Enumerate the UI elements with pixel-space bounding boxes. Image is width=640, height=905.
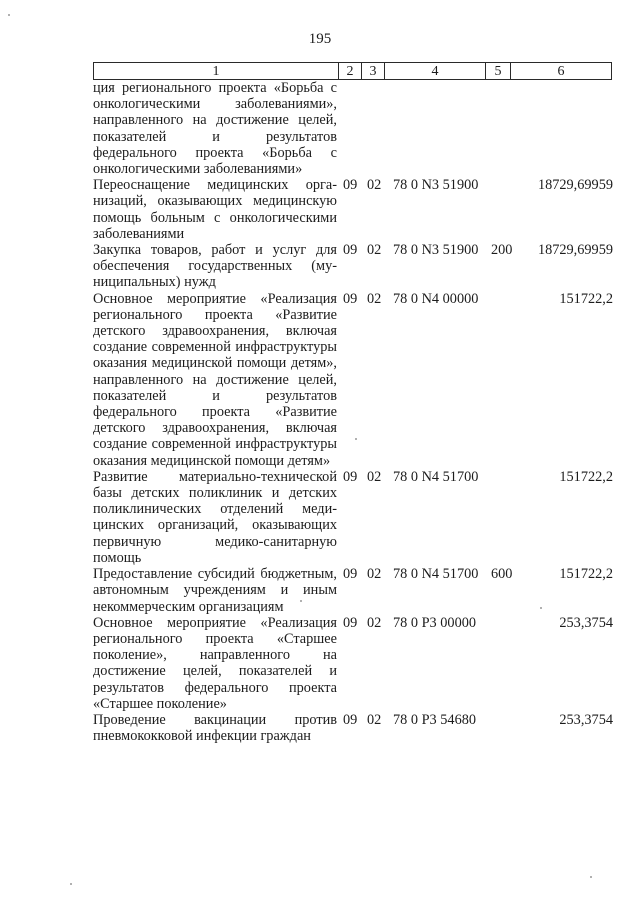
row-description: Основное мероприятие «Реализация регионального проекта «Старшее поколение», направленного на достижение целей, показателей и результатов федерального проекта «Старшее поколение» xyxy=(93,614,337,712)
row-expense-type xyxy=(491,80,517,177)
row-target-code: 78 0 N4 51700 xyxy=(393,566,479,583)
row-section: 09 xyxy=(343,566,358,583)
scan-speck xyxy=(70,883,72,885)
row-target-code: 78 0 N4 00000 xyxy=(393,290,479,307)
row-target-code: 78 0 N3 51900 xyxy=(393,242,479,259)
scan-speck xyxy=(355,438,357,440)
row-subsection: 02 xyxy=(367,242,382,259)
row-target-code xyxy=(393,80,491,177)
column-header-1: 1 xyxy=(94,63,339,80)
row-expense-type xyxy=(491,291,517,469)
row-section: 09 xyxy=(343,711,358,728)
row-amount: 151722,2 xyxy=(559,566,613,583)
row-section: 09 xyxy=(343,614,358,631)
column-header-3: 3 xyxy=(362,63,385,80)
row-expense-type: 600 xyxy=(491,566,513,583)
row-section: 09 xyxy=(343,242,358,259)
table-row xyxy=(93,242,613,291)
row-expense-type: 200 xyxy=(491,242,513,259)
row-description: Основное мероприятие «Реализация регионального проекта «Развитие детского здравоохранения, включая создание современной инфраструктуры оказания медицинской помощи детям», направленного на достижение целей, показателей и результатов федерального проекта «Развитие детского здравоохранения, включая создание современной инфраструктуры оказания медицинской помощи детям» xyxy=(93,290,337,469)
budget-table-body xyxy=(93,80,613,744)
row-section: 09 xyxy=(343,468,358,485)
row-target-code: 78 0 N3 51900 xyxy=(393,177,479,194)
column-header-2: 2 xyxy=(339,63,362,80)
table-row xyxy=(93,615,613,712)
table-row xyxy=(93,712,613,744)
row-target-code: 78 0 P3 54680 xyxy=(393,711,477,728)
table-row xyxy=(93,469,613,566)
table-row xyxy=(93,177,613,242)
row-description: Проведение вакцинации против пневмококковой инфекции граждан xyxy=(93,711,337,745)
table-row xyxy=(93,291,613,469)
row-description: Развитие материально-технической базы детских поликлиник и детских поликлинических отделений медицинских организаций, оказывающих первичную медико-санитарную помощь xyxy=(93,468,337,566)
row-expense-type xyxy=(491,712,517,744)
page-number: 195 xyxy=(308,31,332,47)
row-subsection: 02 xyxy=(367,614,382,631)
row-description: Закупка товаров, работ и услуг для обеспечения государственных (муниципальных) нужд xyxy=(93,242,337,291)
row-subsection: 02 xyxy=(367,290,382,307)
row-amount xyxy=(517,80,613,177)
row-expense-type xyxy=(491,469,517,566)
row-subsection: 02 xyxy=(367,177,382,194)
table-row xyxy=(93,80,613,177)
row-section: 09 xyxy=(343,177,358,194)
scan-speck xyxy=(590,876,592,878)
row-amount: 151722,2 xyxy=(559,468,613,485)
row-subsection: 02 xyxy=(367,566,382,583)
row-section xyxy=(343,80,367,177)
row-section: 09 xyxy=(343,290,358,307)
column-header-row xyxy=(93,62,612,80)
row-description: Предоставление субсидий бюджетным, автономным учреждениям и иным некоммерческим организациям xyxy=(93,566,337,615)
column-header-6: 6 xyxy=(511,63,612,80)
row-amount: 151722,2 xyxy=(559,290,613,307)
row-target-code: 78 0 P3 00000 xyxy=(393,614,477,631)
row-subsection: 02 xyxy=(367,468,382,485)
row-description: Переоснащение медицинских организаций, оказывающих медицинскую помощь больным с онкологическими заболеваниями xyxy=(93,177,337,242)
row-subsection: 02 xyxy=(367,711,382,728)
scan-speck xyxy=(540,607,542,609)
row-expense-type xyxy=(491,177,517,242)
column-header-5: 5 xyxy=(486,63,511,80)
scan-speck xyxy=(300,600,302,602)
scan-speck xyxy=(8,14,10,16)
row-amount: 18729,69959 xyxy=(537,242,613,259)
row-amount: 18729,69959 xyxy=(537,177,613,194)
row-amount: 253,3754 xyxy=(559,614,613,631)
row-subsection xyxy=(367,80,393,177)
row-description: ция регионального проекта «Борьба с онкологическими заболеваниями», направленного на достижение целей, показателей и результатов федерального проекта «Борьба с онкологическими заболеваниями» xyxy=(93,80,337,178)
column-header-4: 4 xyxy=(385,63,486,80)
row-amount: 253,3754 xyxy=(559,711,613,728)
table-row xyxy=(93,566,613,615)
row-expense-type xyxy=(491,615,517,712)
row-target-code: 78 0 N4 51700 xyxy=(393,468,479,485)
